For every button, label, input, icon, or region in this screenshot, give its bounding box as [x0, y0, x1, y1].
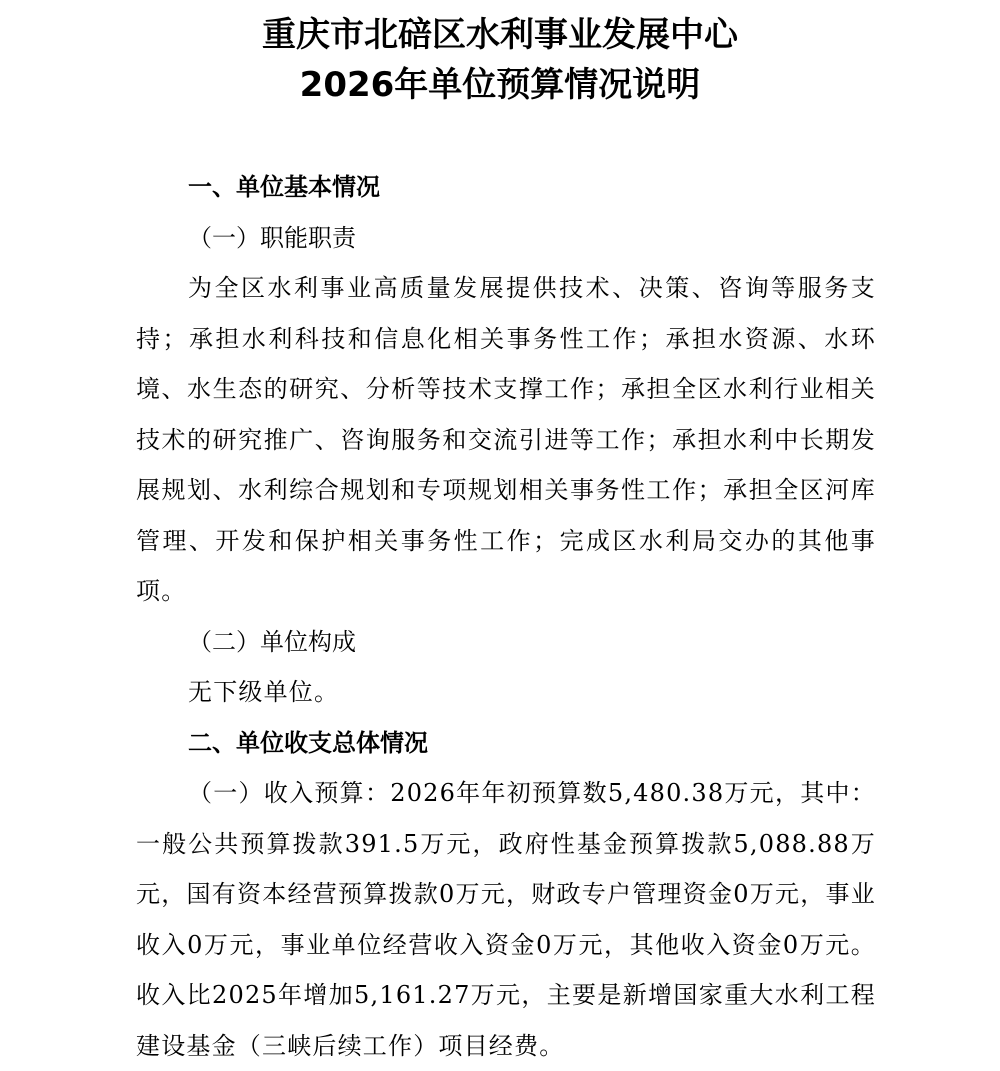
title-line-2: 2026年单位预算情况说明: [299, 65, 701, 105]
subheading-composition: （二）单位构成: [188, 627, 356, 656]
section-heading-budget-overview: 二、单位收支总体情况: [188, 728, 428, 757]
paragraph-income-budget: （一）收入预算：2026年年初预算数5,480.38万元，其中：一般公共预算拨款391.5万元，政府性基金预算拨款5,088.88万元，国有资本经营预算拨款0万元，财政专户管理资金0万元，事业收入0万元，事业单位经营收入资金0万元，其他收入资金0万元。收入比2025年增加5,161.27万元，主要是新增国家重大水利工程建设基金（三峡后续工作）项目经费。: [136, 779, 876, 1060]
paragraph-composition: 无下级单位。: [188, 678, 340, 706]
document-title: [0, 10, 1000, 110]
document-body: [136, 162, 876, 1071]
section-heading-basic-info: 一、单位基本情况: [188, 173, 380, 201]
subheading-duties: （一）职能职责: [188, 223, 356, 252]
title-line-1: 重庆市北碚区水利事业发展中心: [262, 15, 738, 55]
paragraph-duties: 为全区水利事业高质量发展提供技术、决策、咨询等服务支持；承担水利科技和信息化相关事务性工作；承担水资源、水环境、水生态的研究、分析等技术支撑工作；承担全区水利行业相关技术的研究推广、咨询服务和交流引进等工作；承担水利中长期发展规划、水利综合规划和专项规划相关事务性工作；承担全区河库管理、开发和保护相关事务性工作；完成区水利局交办的其他事项。: [136, 274, 876, 605]
